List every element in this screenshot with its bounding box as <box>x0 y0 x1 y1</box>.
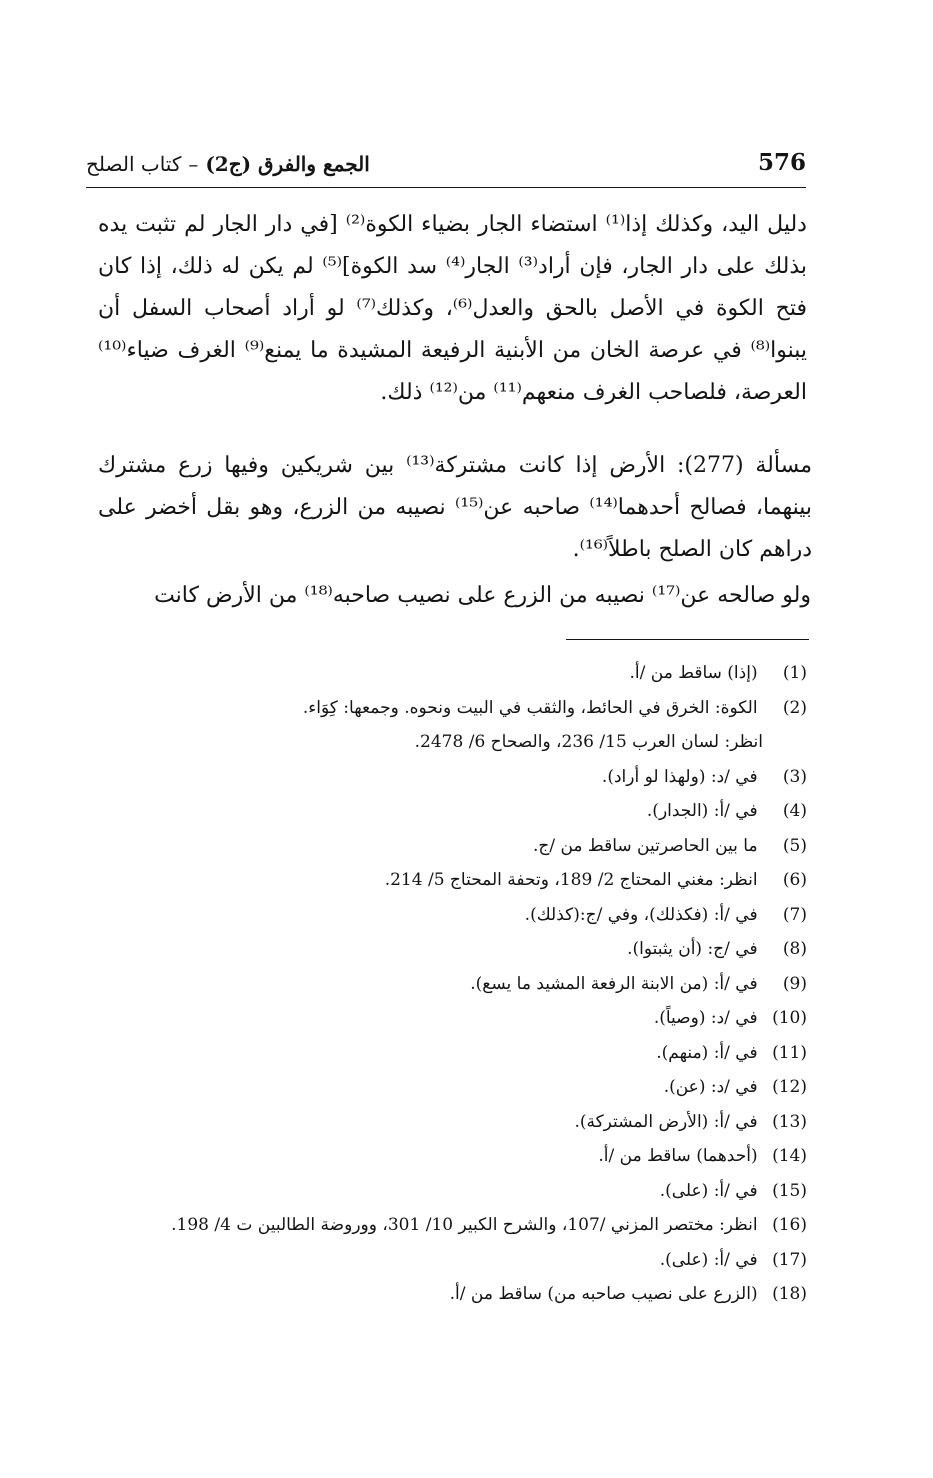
footnote <box>60 1105 807 1140</box>
footnote-number: (5) <box>782 835 807 856</box>
running-header <box>86 148 806 180</box>
footnote-number: (12) <box>772 1077 807 1097</box>
footnote-number: (4) <box>782 801 807 821</box>
running-title <box>86 150 370 178</box>
footnote-rule <box>566 639 809 640</box>
footnote-text: في /د: (ولهذا لو أراد). <box>601 766 758 787</box>
footnote <box>60 1001 807 1036</box>
footnote <box>60 794 807 829</box>
footnote-text: (إذا) ساقط من /أ. <box>629 663 758 683</box>
footnote-text: في /أ: (الأرض المشتركة). <box>574 1111 758 1132</box>
footnote-text: في /أ: (منهم). <box>656 1042 758 1063</box>
footnote-number: (14) <box>772 1146 807 1166</box>
footnote-number: (9) <box>782 973 807 994</box>
footnote-text: في /أ: (على). <box>659 1180 758 1201</box>
footnote-number: (3) <box>782 766 807 787</box>
footnote-text: في /أ: (الجدار). <box>646 801 758 821</box>
footnote-text: انظر: مغني المحتاج 2/ 189، وتحفة المحتاج 5/ 214. <box>384 870 758 890</box>
footnote-text: في /أ: (من الابنة الرفعة المشيد ما يسع). <box>470 973 758 994</box>
footnote-number: (13) <box>772 1111 807 1132</box>
footnote-text: انظر: مختصر المزني /107، والشرح الكبير 10/ 301، ووروضة الطالبين ت 4/ 198. <box>171 1215 758 1235</box>
title-separator: – <box>188 152 199 176</box>
series-title: الجمع والفرق (ج2) <box>205 152 370 176</box>
footnote <box>60 863 807 898</box>
footnote-text: في /أ: (فكذلك)، وفي /ج:(كذلك). <box>524 904 758 925</box>
body-paragraph: ولو صالحه عن⁽¹⁷⁾ نصيبه من الزرع على نصيب صاحبه⁽¹⁸⁾ من الأرض كانت <box>154 583 811 608</box>
footnote <box>60 1243 807 1278</box>
footnote <box>60 656 807 691</box>
issue-paragraph: مسألة (277): الأرض إذا كانت مشتركة⁽¹³⁾ بين شريكين وفيها زرع مشترك بينهما، فصالح أحدهما⁽¹⁴⁾ صاحبه عن⁽¹⁵⁾ نصيبه من الزرع، وهو بقل أخضر على دراهم كان الصلح باطلاً⁽¹⁶⁾. <box>98 453 812 562</box>
footnote-number: (11) <box>772 1042 807 1063</box>
footnote <box>60 1174 807 1209</box>
footnote-number: (8) <box>782 939 807 959</box>
footnote-text: ما بين الحاصرتين ساقط من /ج. <box>532 835 758 856</box>
footnote <box>60 691 807 760</box>
footnote <box>60 1139 807 1174</box>
footnote <box>60 760 807 795</box>
footnotes-list <box>60 656 807 1312</box>
footnote-text: (الزرع على نصيب صاحبه من) ساقط من /أ. <box>449 1284 758 1304</box>
footnote-number: (6) <box>782 870 807 890</box>
footnote <box>60 1277 807 1312</box>
header-rule <box>86 187 806 188</box>
footnote-number: (16) <box>772 1215 807 1235</box>
footnote <box>60 1036 807 1071</box>
footnote-text: (أحدهما) ساقط من /أ. <box>598 1146 758 1166</box>
page-number: 576 <box>757 149 806 176</box>
footnote <box>60 898 807 933</box>
footnote-number: (15) <box>772 1180 807 1201</box>
footnote-continuation: انظر: لسان العرب 15/ 236، والصحاح 6/ 2478. <box>414 732 763 752</box>
book-title: كتاب الصلح <box>86 152 182 176</box>
footnote-text: في /ج: (أن يثبتوا). <box>627 939 758 959</box>
footnote-text: في /د: (عن). <box>663 1077 758 1097</box>
footnote-number: (2) <box>782 697 807 718</box>
footnote-number: (18) <box>772 1284 807 1304</box>
footnote-text: في /أ: (على). <box>659 1249 758 1270</box>
footnote-number: (10) <box>772 1008 807 1028</box>
footnote-number: (1) <box>782 663 807 683</box>
footnote-text: في /د: (وصياً). <box>653 1008 758 1028</box>
footnote <box>60 829 807 864</box>
footnote <box>60 967 807 1002</box>
footnote <box>60 1070 807 1105</box>
footnote-text: الكوة: الخرق في الحائط، والثقب في البيت ونحوه. وجمعها: كِوَاء. <box>302 697 758 718</box>
footnote <box>60 932 807 967</box>
footnote-number: (7) <box>782 904 807 925</box>
footnote <box>60 1208 807 1243</box>
body-paragraph: دليل اليد، وكذلك إذا⁽¹⁾ استضاء الجار بضياء الكوة⁽²⁾ [في دار الجار لم تثبت يده بذلك على دار الجار، فإن أراد⁽³⁾ الجار⁽⁴⁾ سد الكوة]⁽⁵⁾ لم يكن له ذلك، إذا كان فتح الكوة في الأصل بالحق والعدل⁽⁶⁾، وكذلك⁽⁷⁾ لو أراد أصحاب السفل أن يبنوا⁽⁸⁾ في عرصة الخان من الأبنية الرفيعة المشيدة ما يمنع⁽⁹⁾ الغرف ضياء⁽¹⁰⁾ العرصة، فلصاحب الغرف منعهم⁽¹¹⁾ من⁽¹²⁾ ذلك. <box>98 212 808 405</box>
footnote-number: (17) <box>772 1249 807 1270</box>
